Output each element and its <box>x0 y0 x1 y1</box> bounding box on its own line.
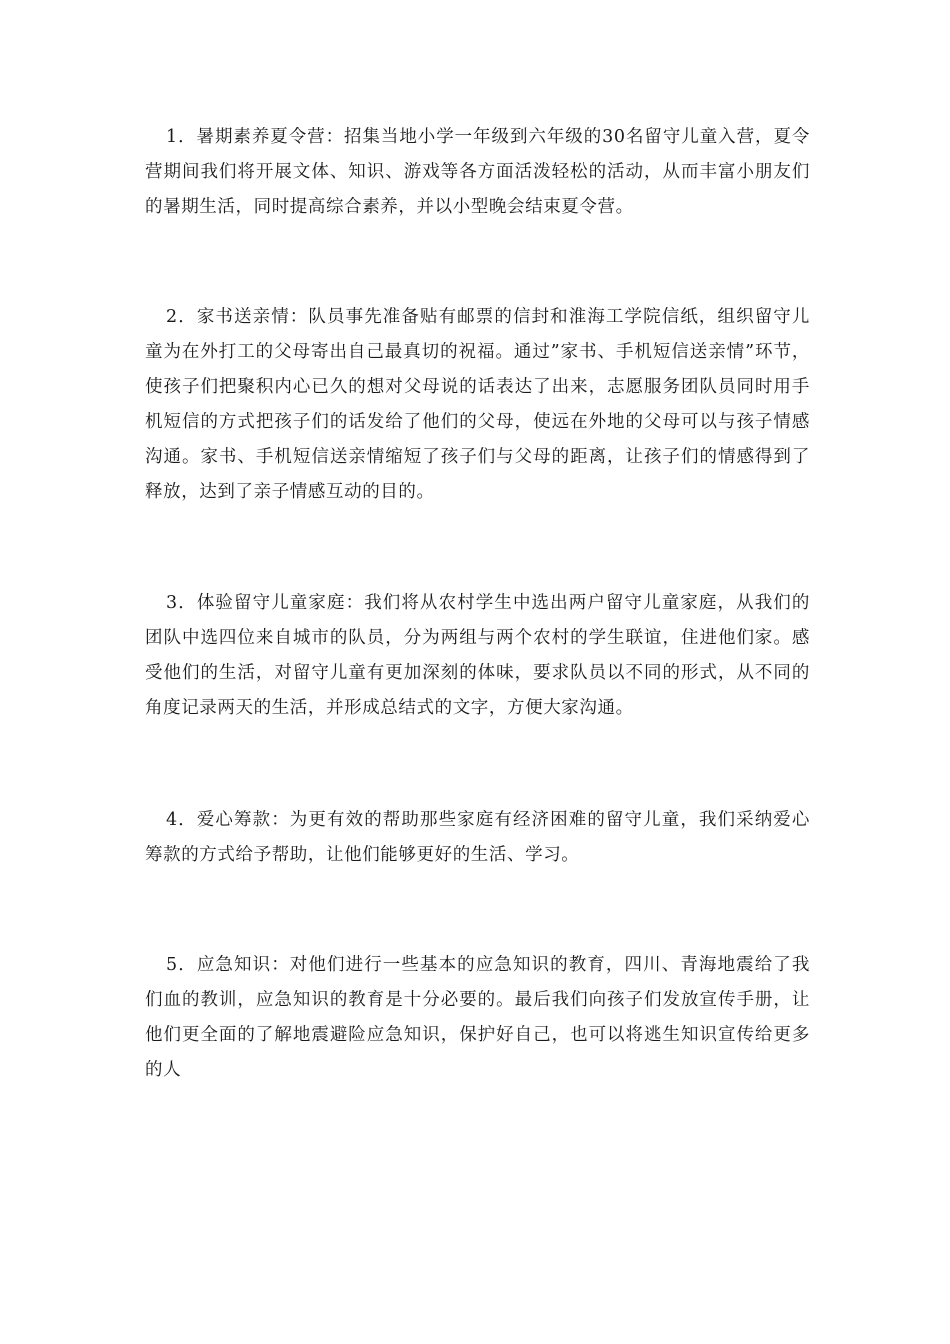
paragraph-summer-camp: 1．暑期素养夏令营：招集当地小学一年级到六年级的30名留守儿童入营，夏令营期间我们将开展文体、知识、游戏等各方面活泼轻松的活动，从而丰富小朋友们的暑期生活，同时提高综合素养，并以小型晚会结束夏令营。 <box>145 127 810 217</box>
paragraph-home-experience: 3．体验留守儿童家庭：我们将从农村学生中选出两户留守儿童家庭，从我们的团队中选四位来自城市的队员，分为两组与两个农村的学生联谊，住进他们家。感受他们的生活，对留守儿童有更加深刻的体味，要求队员以不同的形式，从不同的角度记录两天的生活，并形成总结式的文字，方便大家沟通。 <box>145 593 810 718</box>
paragraph-family-letters: 2．家书送亲情：队员事先准备贴有邮票的信封和淮海工学院信纸，组织留守儿童为在外打工的父母寄出自己最真切的祝福。通过”家书、手机短信送亲情”环节，使孩子们把聚积内心已久的想对父母说的话表达了出来，志愿服务团队员同时用手机短信的方式把孩子们的话发给了他们的父母，使远在外地的父母可以与孩子情感沟通。家书、手机短信送亲情缩短了孩子们与父母的距离，让孩子们的情感得到了释放，达到了亲子情感互动的目的。 <box>145 307 810 502</box>
paragraph-emergency-knowledge: 5．应急知识：对他们进行一些基本的应急知识的教育，四川、青海地震给了我们血的教训，应急知识的教育是十分必要的。最后我们向孩子们发放宣传手册，让他们更全面的了解地震避险应急知识，保护好自己，也可以将逃生知识宣传给更多的人 <box>145 955 810 1080</box>
paragraph-fundraising: 4．爱心筹款：为更有效的帮助那些家庭有经济困难的留守儿童，我们采纳爱心筹款的方式给予帮助，让他们能够更好的生活、学习。 <box>145 810 810 865</box>
